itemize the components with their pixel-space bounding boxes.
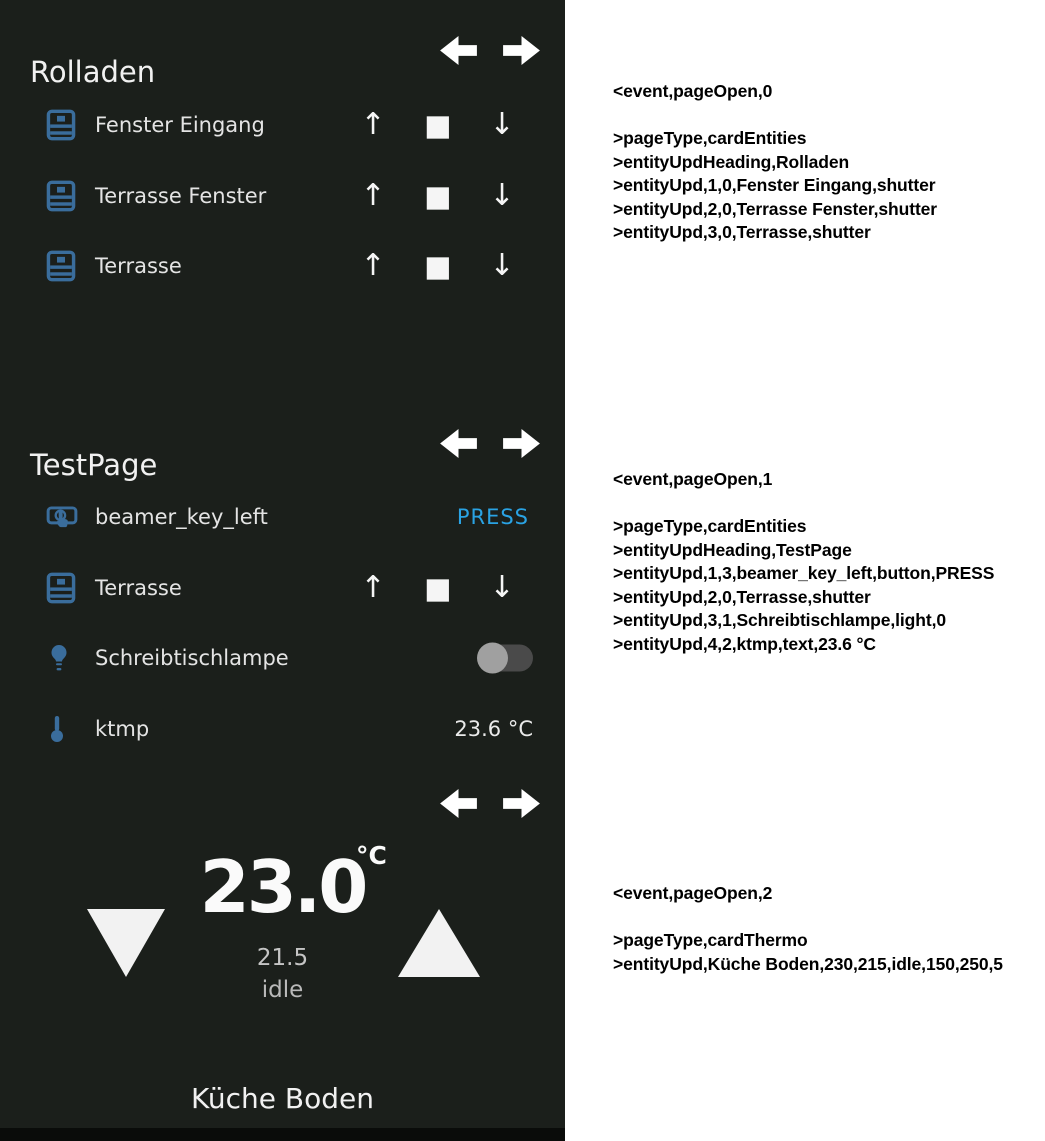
arrow-left-bold-icon xyxy=(440,35,477,66)
entity-row xyxy=(0,169,565,223)
shutter-down-button[interactable]: ↓ xyxy=(479,561,525,615)
toggle-knob xyxy=(477,643,508,674)
protocol-line: >entityUpd,2,0,Terrasse Fenster,shutter xyxy=(613,198,938,219)
nav-next-button[interactable] xyxy=(503,35,540,66)
shutter-stop-button[interactable]: ■ xyxy=(415,561,461,615)
protocol-line: >entityUpd,1,0,Fenster Eingang,shutter xyxy=(613,175,936,195)
shutter-down-button[interactable]: ↓ xyxy=(479,169,525,223)
protocol-line: >entityUpd,2,0,Terrasse,shutter xyxy=(613,586,871,607)
nav-prev-button[interactable] xyxy=(440,35,477,66)
shutter-stop-button[interactable]: ■ xyxy=(415,169,461,223)
entity-name: Terrasse xyxy=(95,576,182,600)
protocol-block-page0 xyxy=(613,80,937,245)
protocol-blank-line xyxy=(613,906,1003,930)
thermostat-title: Küche Boden xyxy=(190,1082,375,1115)
protocol-event-line: <event,pageOpen,2 xyxy=(613,883,773,903)
nav-prev-button[interactable] xyxy=(440,428,477,459)
temperature-unit: °C xyxy=(356,841,387,870)
entity-row xyxy=(0,631,565,685)
entity-name: Schreibtischlampe xyxy=(95,646,289,670)
protocol-line: >pageType,cardEntities xyxy=(613,516,807,536)
entity-row xyxy=(0,561,565,615)
entity-name: Terrasse xyxy=(95,254,182,278)
protocol-block-page2 xyxy=(613,882,1003,976)
window-shutter-icon xyxy=(46,109,76,141)
shutter-down-button[interactable]: ↓ xyxy=(479,239,525,293)
shutter-up-button[interactable]: ↑ xyxy=(350,169,396,223)
current-temperature: 23.0 xyxy=(199,845,366,929)
entity-row xyxy=(0,702,565,756)
protocol-block-page1 xyxy=(613,468,994,656)
page-title: Rolladen xyxy=(30,55,156,90)
entity-row xyxy=(0,490,565,544)
sensor-value: 23.6 °C xyxy=(454,717,533,741)
protocol-line: >entityUpd,4,2,ktmp,text,23.6 °C xyxy=(613,633,876,654)
protocol-line: >pageType,cardThermo xyxy=(613,930,808,950)
entity-name: Terrasse Fenster xyxy=(95,184,267,208)
protocol-line: >entityUpd,Küche Boden,230,215,idle,150,250,5 xyxy=(613,953,1003,974)
window-shutter-icon xyxy=(46,250,76,282)
window-shutter-icon xyxy=(46,180,76,212)
shutter-down-button[interactable]: ↓ xyxy=(479,98,525,152)
shutter-stop-button[interactable]: ■ xyxy=(415,239,461,293)
arrow-right-bold-icon xyxy=(503,35,540,66)
nav-prev-button[interactable] xyxy=(440,788,477,819)
protocol-annotations xyxy=(565,0,1045,1141)
nav-next-button[interactable] xyxy=(503,428,540,459)
nav-next-button[interactable] xyxy=(503,788,540,819)
arrow-left-bold-icon xyxy=(440,788,477,819)
entity-name: ktmp xyxy=(95,717,150,741)
protocol-line: >entityUpd,1,3,beamer_key_left,button,PRESS xyxy=(613,563,995,583)
protocol-line: >entityUpd,3,0,Terrasse,shutter xyxy=(613,222,871,242)
arrow-right-bold-icon xyxy=(503,428,540,459)
lightbulb-icon xyxy=(46,643,72,673)
arrow-right-bold-icon xyxy=(503,788,540,819)
protocol-line: >pageType,cardEntities xyxy=(613,128,807,148)
thermometer-icon xyxy=(46,714,68,744)
hvac-status: idle xyxy=(261,977,304,1003)
entity-name: Fenster Eingang xyxy=(95,113,265,137)
shutter-stop-button[interactable]: ■ xyxy=(415,98,461,152)
protocol-event-line: <event,pageOpen,0 xyxy=(613,81,773,101)
shutter-up-button[interactable]: ↑ xyxy=(350,561,396,615)
protocol-line: >entityUpd,3,1,Schreibtischlampe,light,0 xyxy=(613,610,946,630)
protocol-event-line: <event,pageOpen,1 xyxy=(613,469,773,489)
page-title: TestPage xyxy=(30,448,158,483)
arrow-left-bold-icon xyxy=(440,428,477,459)
target-temperature: 21.5 xyxy=(256,945,309,971)
window-shutter-icon xyxy=(46,572,76,604)
light-toggle[interactable] xyxy=(477,643,535,674)
entity-row xyxy=(0,98,565,152)
press-button[interactable]: PRESS xyxy=(457,490,529,544)
protocol-line: >entityUpdHeading,TestPage xyxy=(613,539,852,560)
protocol-line: >entityUpdHeading,Rolladen xyxy=(613,151,850,172)
entity-name: beamer_key_left xyxy=(95,505,268,529)
shutter-up-button[interactable]: ↑ xyxy=(350,98,396,152)
protocol-blank-line xyxy=(613,492,994,516)
entity-row xyxy=(0,239,565,293)
protocol-blank-line xyxy=(613,104,937,128)
panel-bottom-edge xyxy=(0,1128,565,1141)
gesture-tap-button-icon xyxy=(46,503,78,531)
shutter-up-button[interactable]: ↑ xyxy=(350,239,396,293)
